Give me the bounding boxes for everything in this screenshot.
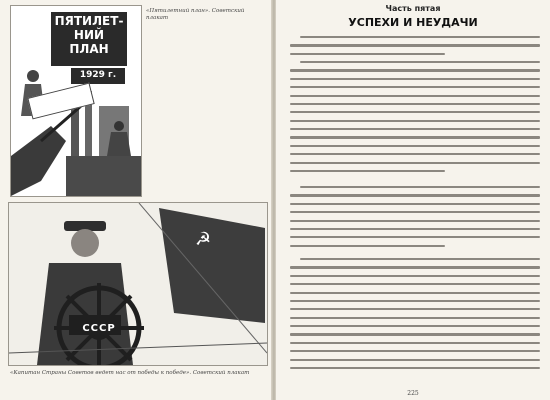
- text-line: [290, 53, 445, 55]
- text-line: [290, 145, 540, 147]
- text-line: [290, 245, 445, 247]
- text-line: [290, 95, 540, 97]
- text-line: [290, 211, 540, 213]
- text-line: [290, 308, 540, 310]
- text-line: [300, 186, 540, 188]
- poster-title: ПЯТИЛЕТ-НИЙ ПЛАН: [54, 14, 124, 56]
- text-line: [290, 317, 540, 319]
- svg-text:☭: ☭: [195, 229, 212, 250]
- five-year-plan-poster: [10, 5, 142, 197]
- paragraph-3: [290, 186, 540, 253]
- text-line: [290, 78, 540, 80]
- poster-year: 1929 г.: [79, 70, 117, 80]
- text-line: [290, 103, 540, 105]
- text-line: [290, 162, 540, 164]
- text-line: [290, 275, 540, 277]
- text-line: [290, 300, 540, 302]
- text-line: [300, 36, 540, 38]
- text-line: [290, 367, 540, 369]
- text-line: [290, 111, 540, 113]
- text-line: [290, 136, 540, 138]
- poster1-caption: «Пятилетний план». Советский плакат: [146, 8, 245, 21]
- text-line: [290, 86, 540, 88]
- text-line: [300, 258, 540, 260]
- text-line: [290, 236, 540, 238]
- text-line: [290, 283, 540, 285]
- text-line: [290, 359, 540, 361]
- text-line: [290, 153, 540, 155]
- text-line: [290, 194, 540, 196]
- part-label: Часть пятая: [385, 4, 441, 13]
- text-line: [290, 44, 540, 46]
- poster2-caption: «Капитан Страны Советов ведет нас от победы к победе». Советский плакат: [10, 370, 250, 376]
- text-line: [290, 220, 540, 222]
- text-line: [290, 128, 540, 130]
- text-line: [290, 266, 540, 268]
- chapter-title: УСПЕХИ И НЕУДАЧИ: [348, 16, 478, 29]
- ship-wheel-label: СССР: [82, 323, 116, 334]
- text-line: [300, 61, 540, 63]
- text-line: [290, 325, 540, 327]
- captain-poster: [8, 202, 268, 366]
- text-line: [290, 203, 540, 205]
- paragraph-2: [290, 61, 540, 178]
- text-line: [290, 333, 540, 335]
- captain-illustration: [9, 203, 267, 365]
- text-line: [290, 292, 540, 294]
- text-line: [290, 69, 540, 71]
- paragraph-1: [290, 36, 540, 61]
- paragraph-4: [290, 258, 540, 375]
- text-line: [290, 228, 540, 230]
- text-line: [290, 342, 540, 344]
- text-line: [290, 170, 445, 172]
- text-line: [290, 120, 540, 122]
- text-line: [290, 350, 540, 352]
- page-number: 225: [407, 390, 419, 397]
